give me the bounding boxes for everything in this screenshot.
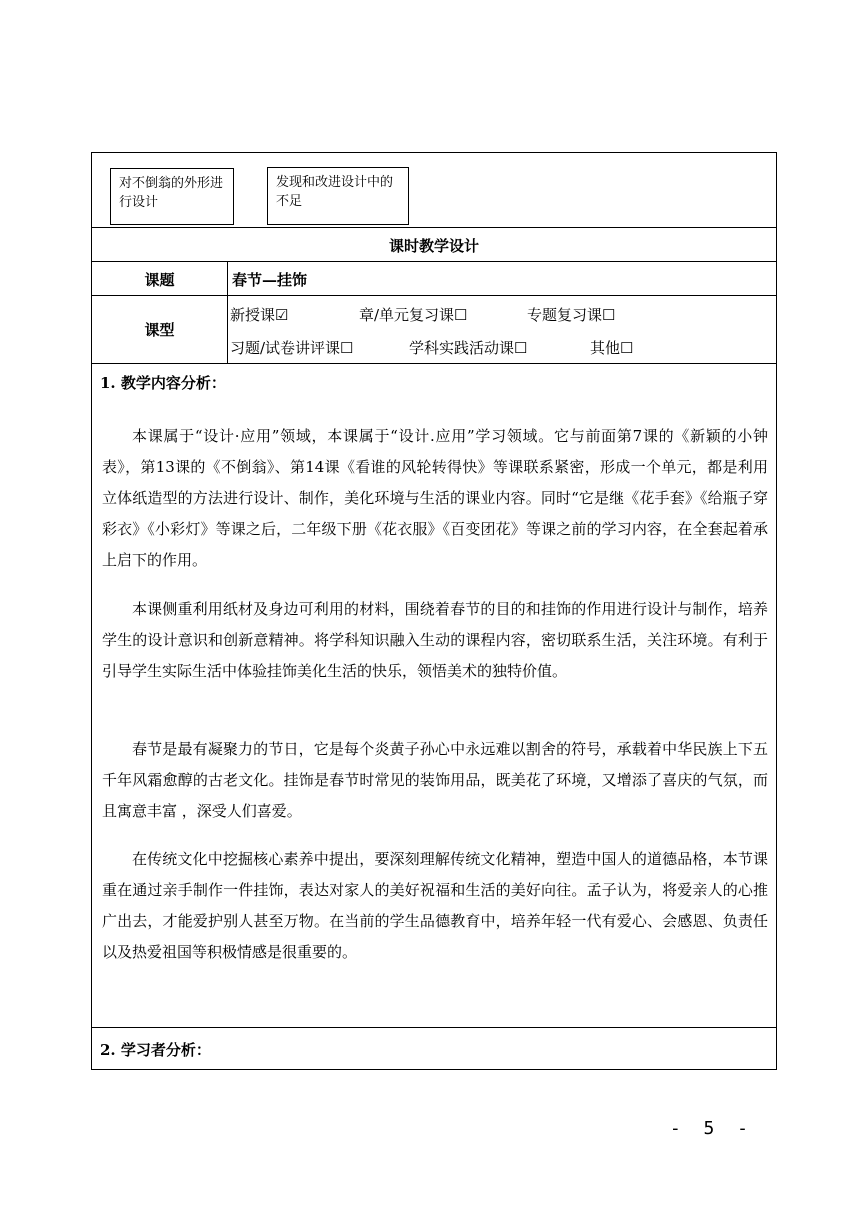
flow-box-1 [110, 168, 234, 225]
type-option: 其他☐ [590, 339, 634, 357]
row-divider [92, 261, 776, 262]
type-option: 专题复习课☐ [527, 306, 616, 324]
row-divider [92, 1027, 776, 1028]
page-number: - 5 - [669, 1118, 754, 1139]
type-option: 新授课☑ [230, 306, 289, 324]
type-option: 习题/试卷讲评课☐ [230, 339, 354, 357]
section-heading: 1. 教学内容分析： [100, 374, 226, 392]
type-option: 章/单元复习课☐ [359, 306, 468, 324]
type-option: 学科实践活动课☐ [409, 339, 528, 357]
paragraph: 本课侧重利用纸材及身边可利用的材料，围绕着春节的目的和挂饰的作用进行设计与制作，培养学生的设计意识和创新意精神。将学科知识融入生动的课程内容，密切联系生活，关注环境。有利于引导学生实际生活中体验挂饰美化生活的快乐，领悟美术的独特价值。 [102, 600, 768, 680]
row-divider [92, 227, 776, 228]
paragraph: 春节是最有凝聚力的节日，它是每个炎黄子孙心中永远难以割舍的符号，承载着中华民族上下五千年风霜愈醇的古老文化。挂饰是春节时常见的装饰用品，既美花了环境，又增添了喜庆的气氛，而且寓意丰富 ，深受人们喜爱。 [102, 740, 768, 820]
topic-value: 春节—挂饰 [232, 271, 308, 289]
row-divider [92, 363, 776, 364]
flow-box-2-text: 发现和改进设计中的不足 [276, 175, 394, 209]
row-divider [92, 295, 776, 296]
paragraph: 在传统文化中挖掘核心素养中提出，要深刻理解传统文化精神，塑造中国人的道德品格，本节课重在通过亲手制作一件挂饰，表达对家人的美好祝福和生活的美好向往。孟子认为，将爱亲人的心推广出去，才能爱护别人甚至万物。在当前的学生品德教育中，培养年轻一代有爱心、会感恩、负责任以及热爱祖国等积极情感是很重要的。 [102, 850, 768, 961]
flow-box-2 [267, 167, 409, 225]
column-divider [227, 261, 228, 363]
flow-box-1-text: 对不倒翁的外形进行设计 [119, 176, 224, 210]
paragraph: 本课属于“设计·应用”领域，本课属于“设计.应用”学习领域。它与前面第7课的《新颖的小钟表》，第13课的《不倒翁》、第14课《看谁的风轮转得快》等课联系紧密，形成一个单元，都是利用立体纸造型的方法进行设计、制作，美化环境与生活的课业内容。同时“它是继《花手套》《给瓶子穿彩衣》《小彩灯》等课之后，二年级下册《花衣服》《百变团花》等课之前的学习内容，在全套起着承上启下的作用。 [102, 427, 768, 569]
type-label: 课型 [144, 321, 175, 339]
section-heading: 2. 学习者分析： [100, 1041, 211, 1059]
topic-label: 课题 [144, 271, 175, 289]
table-title: 课时教学设计 [388, 237, 479, 255]
lesson-design-table [91, 152, 777, 1070]
